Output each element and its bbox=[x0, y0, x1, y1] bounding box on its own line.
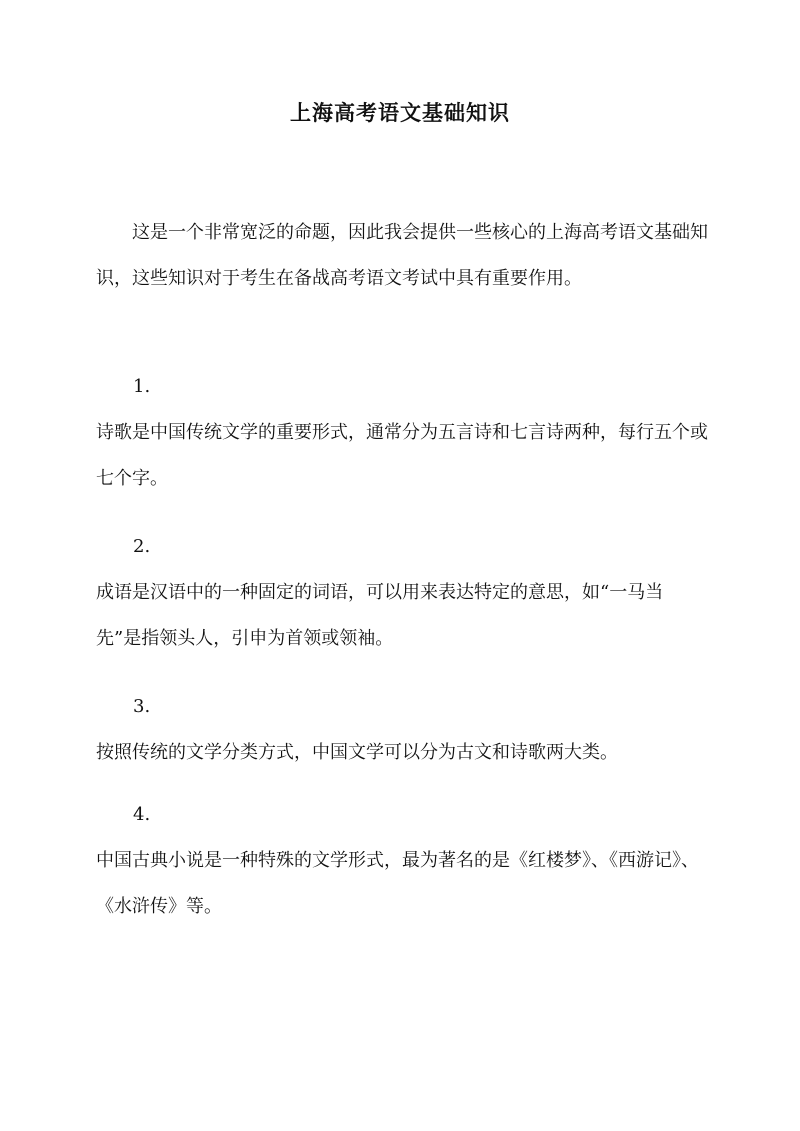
item-number-3: 3. bbox=[133, 696, 151, 717]
item-number-2: 2. bbox=[133, 536, 151, 557]
item-text-3: 按照传统的文学分类方式，中国文学可以分为古文和诗歌两大类。 bbox=[96, 742, 618, 763]
item-number-1: 1. bbox=[133, 376, 151, 397]
item-text-4: 中国古典小说是一种特殊的文学形式，最为著名的是《红楼梦》、《西游记》、《水浒传》等。 bbox=[96, 850, 699, 917]
item-text-2: 成语是汉语中的一种固定的词语，可以用来表达特定的意思，如“一马当先”是指领头人，引申为首领或领袖。 bbox=[96, 582, 664, 649]
page-title: 上海高考语文基础知识 bbox=[290, 100, 510, 125]
item-number-4: 4. bbox=[133, 804, 151, 825]
intro-paragraph: 这是一个非常宽泛的命题，因此我会提供一些核心的上海高考语文基础知识，这些知识对于考生在备战高考语文考试中具有重要作用。 bbox=[96, 222, 708, 289]
item-text-1: 诗歌是中国传统文学的重要形式，通常分为五言诗和七言诗两种，每行五个或七个字。 bbox=[96, 422, 708, 489]
